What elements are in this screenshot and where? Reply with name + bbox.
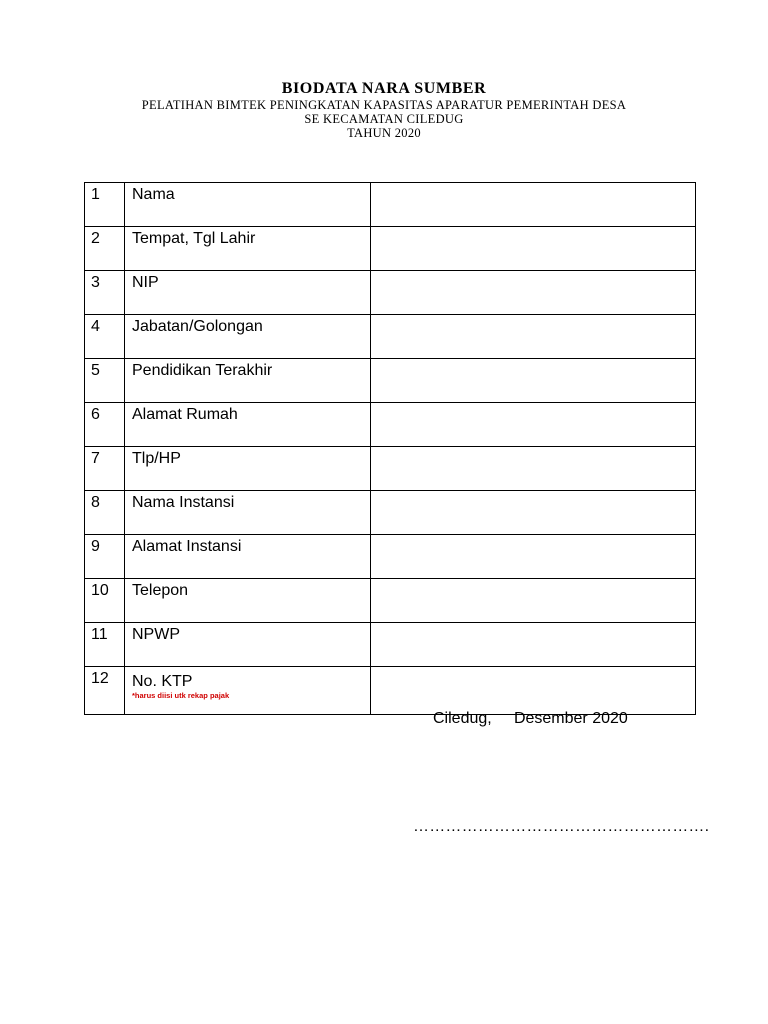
row-label-with-note: [125, 667, 371, 715]
table-row: [85, 315, 696, 359]
row-value-cell[interactable]: [371, 623, 696, 667]
row-number: 3: [85, 271, 125, 315]
row-label: Alamat Rumah: [125, 403, 371, 447]
row-value-cell[interactable]: [371, 183, 696, 227]
table-row: [85, 359, 696, 403]
row-number: 8: [85, 491, 125, 535]
subtitle-line-2: SE KECAMATAN CILEDUG: [304, 112, 464, 126]
signature-line: ……………………………………………….: [413, 818, 710, 835]
biodata-table: [84, 182, 696, 715]
row-label: Tempat, Tgl Lahir: [125, 227, 371, 271]
date-text: Desember 2020: [513, 710, 628, 727]
row-value-cell[interactable]: [371, 491, 696, 535]
row-label: Pendidikan Terakhir: [125, 359, 371, 403]
row-number: 7: [85, 447, 125, 491]
row-label: Nama Instansi: [125, 491, 371, 535]
table-row: [85, 667, 696, 715]
row-number: 4: [85, 315, 125, 359]
row-value-cell[interactable]: [371, 271, 696, 315]
table-row: [85, 491, 696, 535]
row-value-cell[interactable]: [371, 403, 696, 447]
row-value-cell[interactable]: [371, 447, 696, 491]
row-number: 9: [85, 535, 125, 579]
place-text: Ciledug,: [433, 710, 492, 727]
row-label: NIP: [125, 271, 371, 315]
row-number: 11: [85, 623, 125, 667]
row-label: Alamat Instansi: [125, 535, 371, 579]
row-number: 1: [85, 183, 125, 227]
table-row: [85, 271, 696, 315]
document-header: [0, 80, 768, 140]
table-row: [85, 579, 696, 623]
row-value-cell[interactable]: [371, 227, 696, 271]
row-label: Jabatan/Golongan: [125, 315, 371, 359]
table-row: [85, 623, 696, 667]
row-number: 6: [85, 403, 125, 447]
row-number: 5: [85, 359, 125, 403]
row-value-cell[interactable]: [371, 359, 696, 403]
row-label: Telepon: [125, 579, 371, 623]
row-number: 12: [85, 667, 125, 715]
subtitle-line-3: TAHUN 2020: [347, 126, 421, 140]
document-title: BIODATA NARA SUMBER: [281, 80, 487, 97]
required-note: *harus diisi utk rekap pajak: [132, 691, 230, 700]
table-row: [85, 403, 696, 447]
table-row: [85, 183, 696, 227]
row-label: NPWP: [125, 623, 371, 667]
row-value-cell[interactable]: [371, 667, 696, 715]
row-value-cell[interactable]: [371, 579, 696, 623]
row-number: 2: [85, 227, 125, 271]
table-row: [85, 227, 696, 271]
row-value-cell[interactable]: [371, 535, 696, 579]
row-label: Tlp/HP: [125, 447, 371, 491]
row-value-cell[interactable]: [371, 315, 696, 359]
row-label: No. KTP: [132, 673, 193, 690]
table-row: [85, 447, 696, 491]
table-row: [85, 535, 696, 579]
row-number: 10: [85, 579, 125, 623]
row-label: Nama: [125, 183, 371, 227]
subtitle-line-1: PELATIHAN BIMTEK PENINGKATAN KAPASITAS APARATUR PEMERINTAH DESA: [141, 98, 627, 112]
place-date: [433, 710, 628, 728]
